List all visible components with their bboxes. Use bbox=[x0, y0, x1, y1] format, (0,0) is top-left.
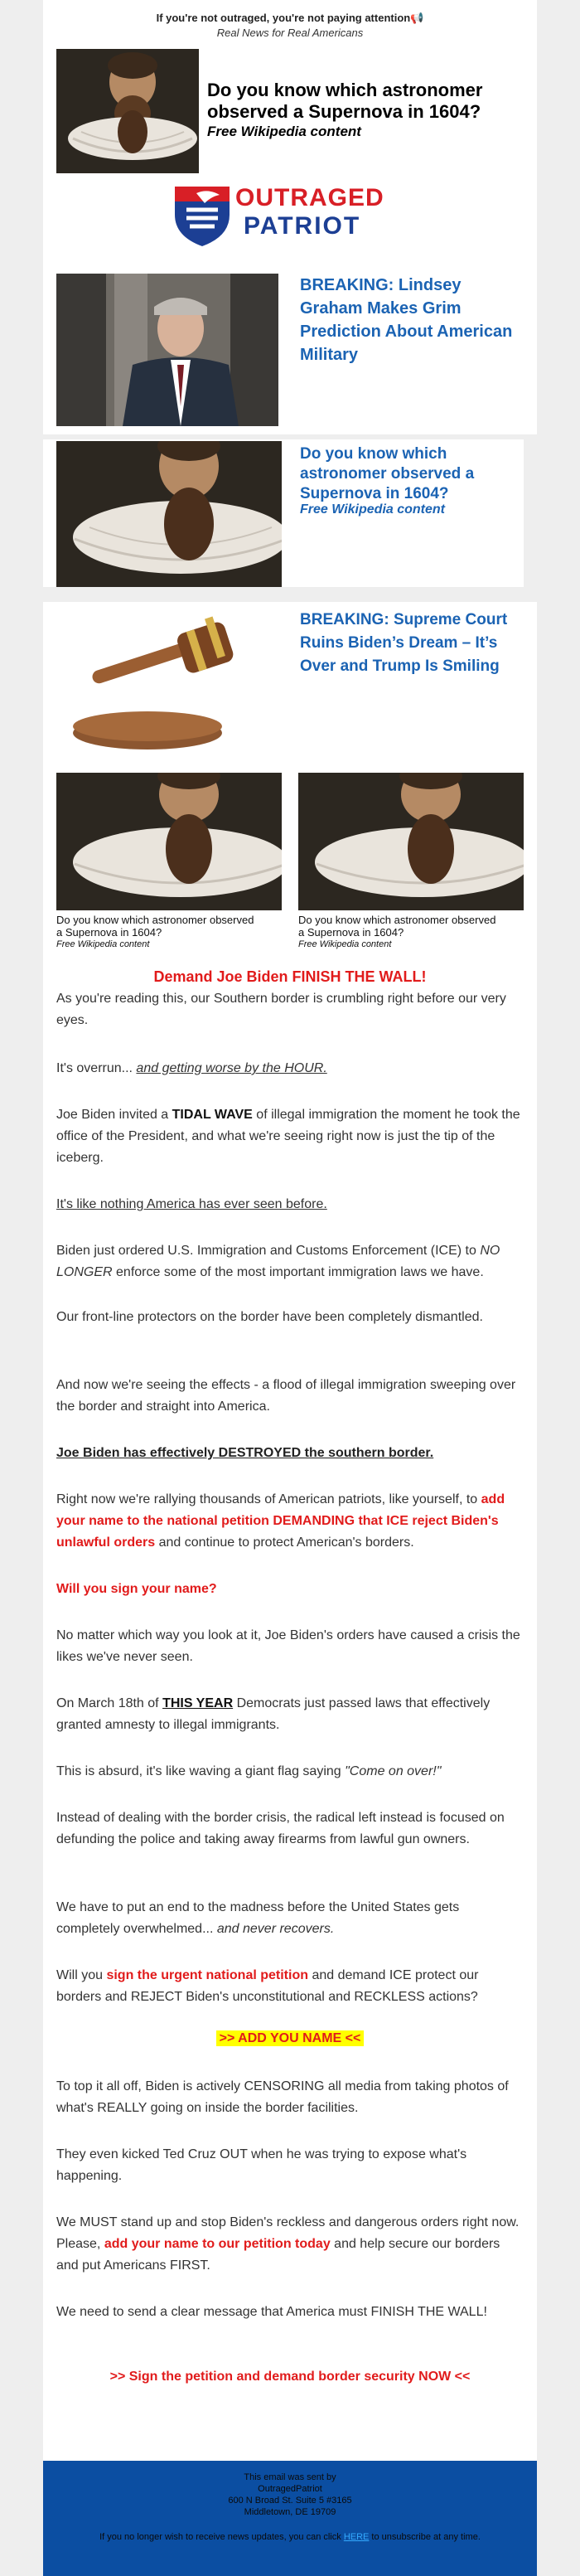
story-card-1[interactable] bbox=[43, 255, 537, 434]
megaphone-icon: 📢 bbox=[410, 12, 424, 24]
footer-line3: 600 N Broad St. Suite 5 #3165 bbox=[228, 2496, 352, 2506]
astronomer-portrait-image[interactable] bbox=[298, 773, 524, 910]
header-panel bbox=[43, 0, 537, 255]
article-p12: On March 18th of THIS YEAR Democrats just passed laws that effectively granted amnesty to illegal immigrants. bbox=[56, 1696, 491, 1732]
article-p2: It's overrun... and getting worse by the HOUR. bbox=[56, 1061, 327, 1075]
top-ad-title[interactable]: Do you know which astronomer observed a Supernova in 1604? bbox=[207, 80, 483, 122]
header-subtagline: Real News for Real Americans bbox=[216, 27, 364, 39]
article-p18: They even kicked Ted Cruz OUT when he was trying to expose what's happening. bbox=[56, 2147, 467, 2183]
logo-line2: PATRIOT bbox=[244, 212, 361, 240]
article-p8: Joe Biden has effectively DESTROYED the southern border. bbox=[56, 1446, 434, 1460]
article-p6: Our front-line protectors on the border have been completely dismantled. bbox=[56, 1310, 483, 1324]
footer-line4: Middletown, DE 19709 bbox=[244, 2507, 336, 2517]
sign-petition-cta[interactable]: >> Sign the petition and demand border security NOW << bbox=[109, 2370, 471, 2384]
article-p17: To top it all off, Biden is actively CENSORING all media from taking photos of what's REALLY going on inside the border facilities. bbox=[56, 2079, 509, 2115]
article-p4: It's like nothing America has ever seen before. bbox=[56, 1197, 327, 1211]
top-ad-subtitle[interactable]: Free Wikipedia content bbox=[207, 124, 361, 139]
article-p14: Instead of dealing with the border crisis, the radical left instead is focused on defunding the police and taking away firearms from lawful gun owners. bbox=[56, 1811, 505, 1846]
article-p10[interactable]: Will you sign your name? bbox=[56, 1582, 217, 1596]
story-card-3[interactable] bbox=[43, 602, 537, 763]
article-p3: Joe Biden invited a TIDAL WAVE of illegal immigration the moment he took the office of the President, and what we're seeing right now is just the tip of the iceberg. bbox=[56, 1108, 520, 1165]
logo-line1: OUTRAGED bbox=[235, 184, 384, 211]
story-1-headline[interactable]: BREAKING: Lindsey Graham Makes Grim Prediction About American Military bbox=[300, 276, 513, 364]
gavel-image[interactable] bbox=[56, 609, 282, 756]
astronomer-portrait-image[interactable] bbox=[56, 773, 282, 910]
article-p19: We MUST stand up and stop Biden's reckless and dangerous orders right now. Please, add your name to our petition today and help secure our borders and put Americans FIRST. bbox=[56, 2215, 520, 2273]
footer-unsubscribe: If you no longer wish to receive news updates, you can click HERE to unsubscribe at any time. bbox=[99, 2532, 481, 2542]
footer bbox=[43, 2461, 537, 2576]
article-p9: Right now we're rallying thousands of American patriots, like yourself, to add your name to the national petition DEMANDING that ICE reject Biden's unlawful orders and continue to protect American's borders. bbox=[56, 1492, 505, 1550]
footer-line2: OutragedPatriot bbox=[258, 2484, 322, 2494]
story-2-subtitle[interactable]: Free Wikipedia content bbox=[300, 502, 445, 517]
petition-link[interactable]: add your name to our petition today bbox=[104, 2237, 331, 2251]
astronomer-portrait-image[interactable] bbox=[56, 49, 199, 173]
ad-pair-2-subtitle[interactable]: Free Wikipedia content bbox=[298, 939, 392, 949]
footer-line1: This email was sent by bbox=[244, 2472, 336, 2482]
ad-pair-1-subtitle[interactable]: Free Wikipedia content bbox=[56, 939, 150, 949]
article-p5: Biden just ordered U.S. Immigration and Customs Enforcement (ICE) to NO LONGER enforce some of the most important immigration laws we have. bbox=[56, 1244, 500, 1279]
article-panel bbox=[43, 763, 537, 2461]
lindsey-graham-photo[interactable] bbox=[56, 274, 278, 426]
astronomer-portrait-image[interactable] bbox=[56, 441, 282, 587]
article-p1: As you're reading this, our Southern border is crumbling right before our very eyes. bbox=[56, 992, 506, 1027]
article-p7: And now we're seeing the effects - a flood of illegal immigration sweeping over the border and straight into America. bbox=[56, 1378, 516, 1414]
article-p20: We need to send a clear message that America must FINISH THE WALL! bbox=[56, 2305, 487, 2319]
article-p15: We have to put an end to the madness before the United States gets completely overwhelmed... and never recovers. bbox=[56, 1900, 460, 1936]
article-p11: No matter which way you look at it, Joe Biden's orders have caused a crisis the likes we've never seen. bbox=[56, 1628, 520, 1664]
story-card-2[interactable] bbox=[43, 439, 524, 587]
add-your-name-button[interactable]: >> ADD YOU NAME << bbox=[207, 2031, 373, 2046]
article-heading: Demand Joe Biden FINISH THE WALL! bbox=[153, 968, 427, 985]
petition-link[interactable]: add your name to the national petition DEMANDING that ICE reject Biden's unlawful orders bbox=[56, 1492, 505, 1550]
article-p13: This is absurd, it's like waving a giant flag saying "Come on over!" bbox=[56, 1764, 442, 1778]
ad-pair-2-caption[interactable]: Do you know which astronomer observed a Supernova in 1604? bbox=[298, 914, 496, 939]
ad-pair-1-caption[interactable]: Do you know which astronomer observed a Supernova in 1604? bbox=[56, 914, 254, 939]
story-2-headline[interactable]: Do you know which astronomer observed a Supernova in 1604? bbox=[300, 445, 475, 502]
article-p16: Will you sign the urgent national petition and demand ICE protect our borders and REJECT Biden's unconstitutional and RECKLESS actions? bbox=[56, 1968, 479, 2004]
header-tagline: If you're not outraged, you're not paying attention📢 bbox=[156, 12, 424, 24]
petition-link[interactable]: sign the urgent national petition bbox=[106, 1968, 308, 1982]
story-3-headline[interactable]: BREAKING: Supreme Court Ruins Biden’s Dream – It’s Over and Trump Is Smiling bbox=[300, 611, 508, 675]
unsubscribe-link[interactable]: HERE bbox=[343, 2532, 370, 2542]
